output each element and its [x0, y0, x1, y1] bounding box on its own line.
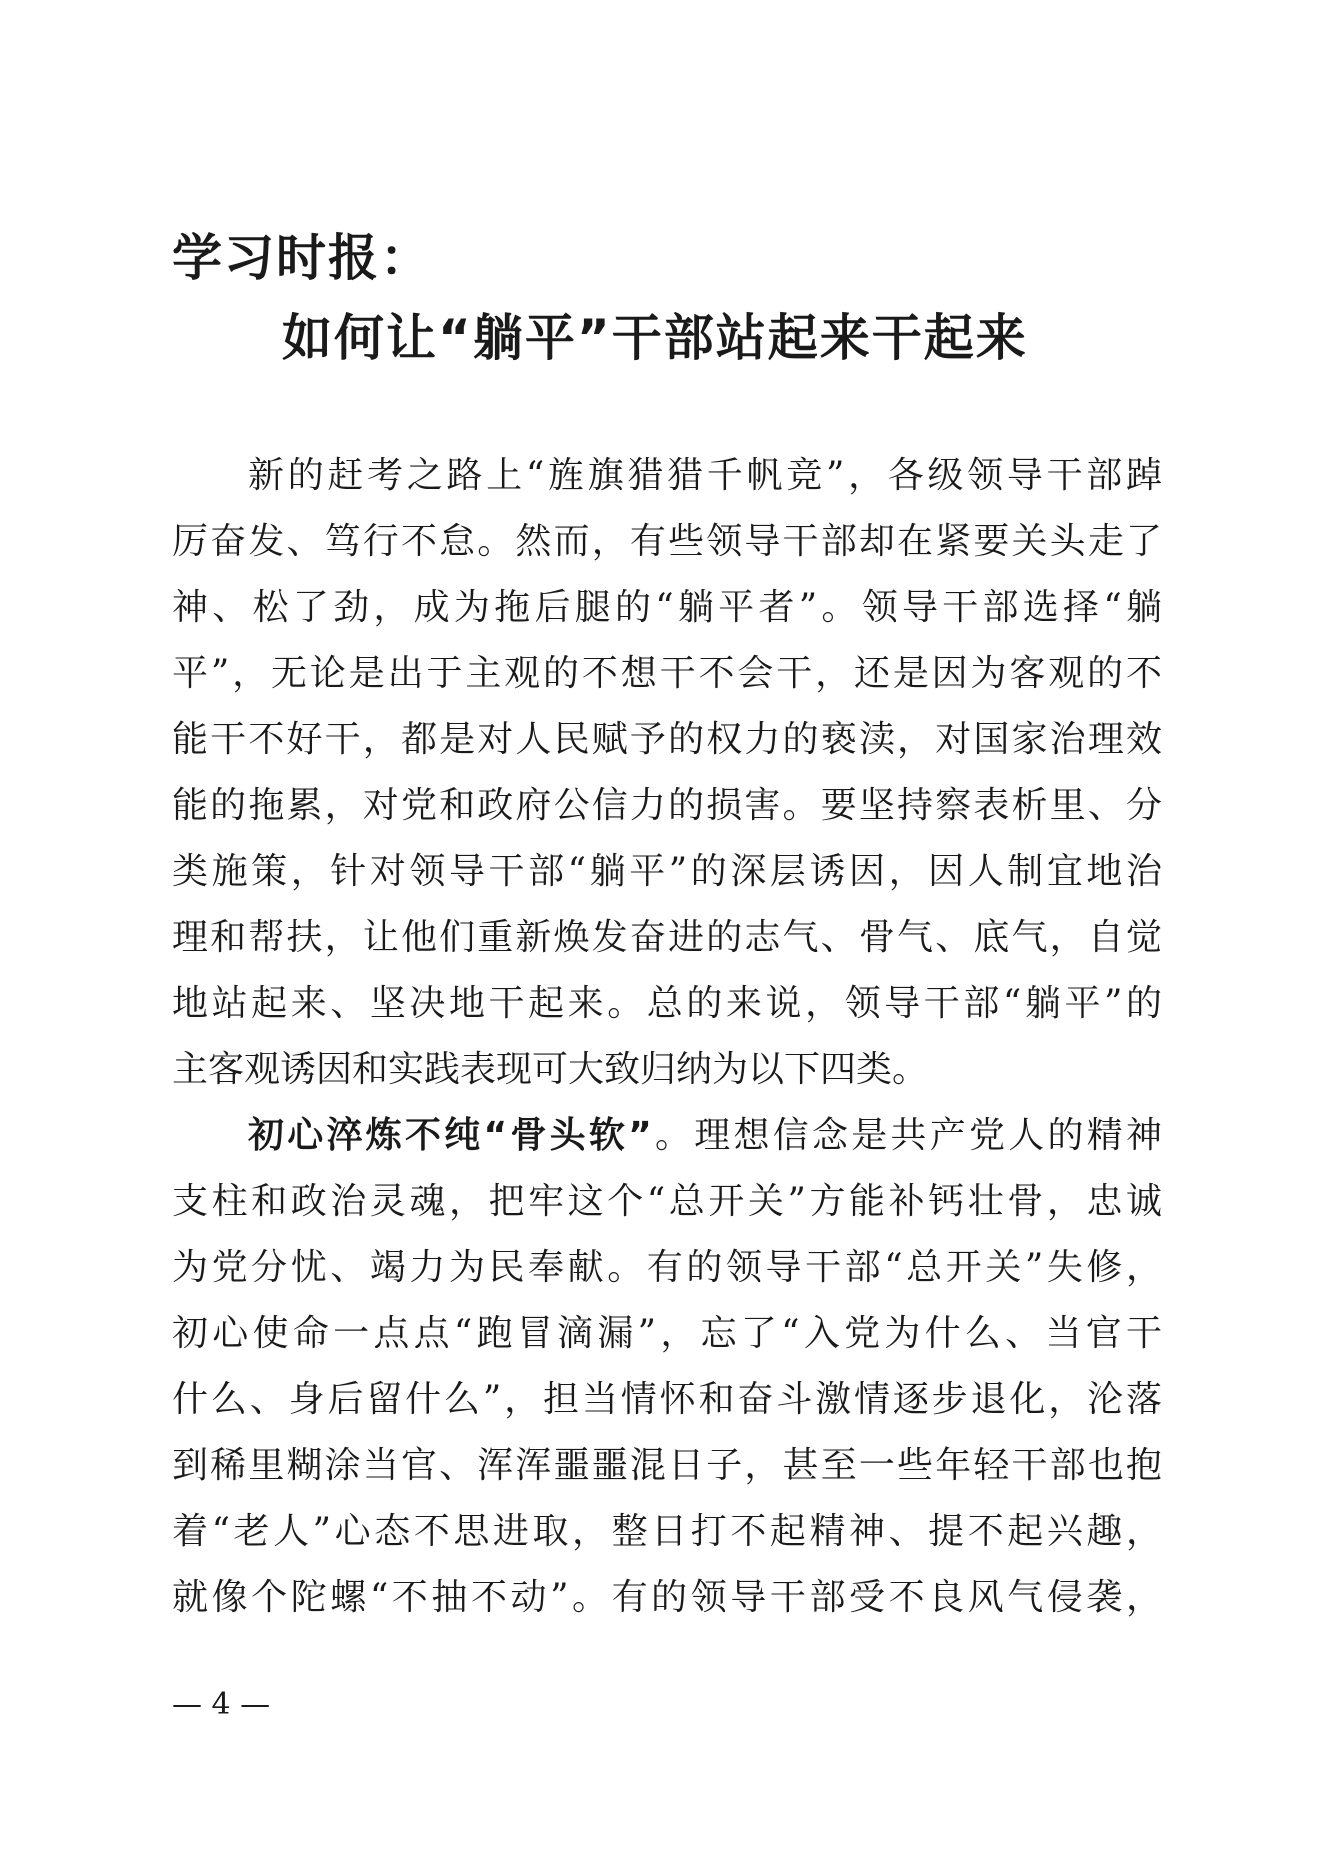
paragraph-line: 支柱和政治灵魂，把牢这个“总开关”方能补钙壮骨，忠诚	[172, 1181, 1162, 1222]
paragraph-line: 理和帮扶，让他们重新焕发奋进的志气、骨气、底气，自觉	[172, 917, 1162, 958]
paragraph-line-rest: 。理想信念是共产党人的精神	[651, 1115, 1162, 1156]
title-headline: 如何让“躺平”干部站起来干起来	[282, 309, 1028, 367]
paragraph-line: 厉奋发、笃行不怠。然而，有些领导干部却在紧要关头走了	[172, 521, 1162, 562]
paragraph-first-line	[172, 1103, 1162, 1169]
paragraph-line: 神、松了劲，成为拖后腿的“躺平者”。领导干部选择“躺	[172, 587, 1162, 628]
paragraph-line: 能干不好干，都是对人民赋予的权力的亵渎，对国家治理效	[172, 719, 1162, 760]
paragraph-line: 主客观诱因和实践表现可大致归纳为以下四类。	[172, 1049, 929, 1090]
paragraph-line: 地站起来、坚决地干起来。总的来说，领导干部“躺平”的	[172, 983, 1162, 1024]
page-number: — 4 —	[172, 1687, 271, 1722]
section-lead-heading: 初心淬炼不纯“骨头软”	[248, 1115, 652, 1156]
title-source: 学习时报：	[172, 229, 432, 287]
paragraph-section-1	[172, 1103, 1162, 1631]
paragraph-line: 着“老人”心态不思进取，整日打不起精神、提不起兴趣，	[172, 1511, 1162, 1552]
paragraph-line: 初心使命一点点“跑冒滴漏”，忘了“入党为什么、当官干	[172, 1313, 1162, 1354]
paragraph-line: 到稀里糊涂当官、浑浑噩噩混日子，甚至一些年轻干部也抱	[172, 1445, 1162, 1486]
paragraph-line: 为党分忧、竭力为民奉献。有的领导干部“总开关”失修，	[172, 1247, 1162, 1288]
paragraph-line: 能的拖累，对党和政府公信力的损害。要坚持察表析里、分	[172, 785, 1162, 826]
article-body	[172, 443, 1162, 1631]
paragraph-line: 平”，无论是出于主观的不想干不会干，还是因为客观的不	[172, 653, 1162, 694]
paragraph-line: 就像个陀螺“不抽不动”。有的领导干部受不良风气侵袭，	[172, 1577, 1162, 1618]
paragraph-line: 什么、身后留什么”，担当情怀和奋斗激情逐步退化，沦落	[172, 1379, 1162, 1420]
paragraph-intro	[172, 443, 1162, 1103]
paragraph-line: 新的赶考之路上“旌旗猎猎千帆竞”，各级领导干部踔	[248, 455, 1162, 496]
paragraph-line: 类施策，针对领导干部“躺平”的深层诱因，因人制宜地治	[172, 851, 1162, 892]
